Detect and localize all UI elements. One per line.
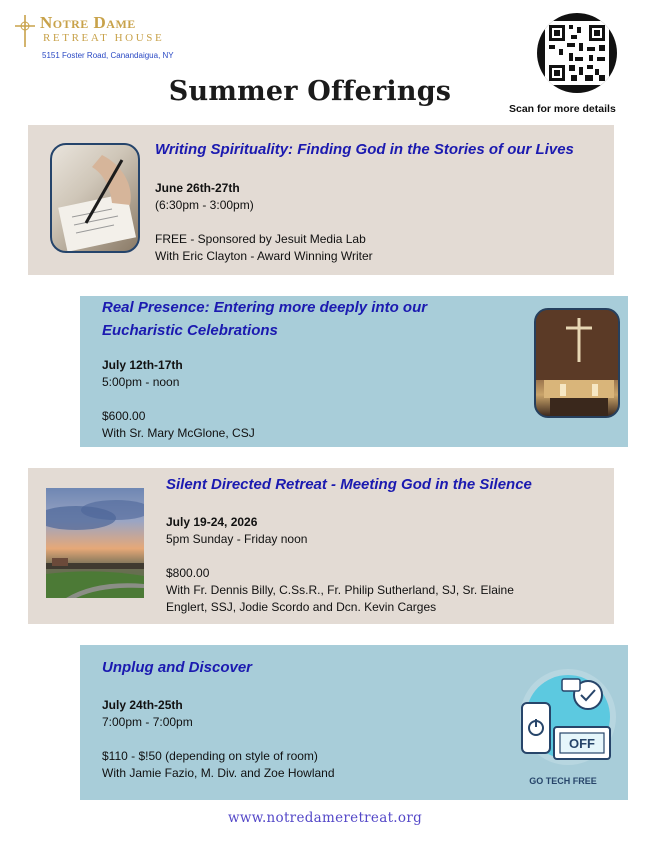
offering-card-unplug	[80, 645, 628, 800]
graphic-caption: GO TECH FREE	[529, 776, 597, 786]
offering-price: $600.00	[102, 409, 146, 423]
offering-date: July 19-24, 2026	[166, 515, 258, 529]
website-link[interactable]: www.notredameretreat.org	[227, 810, 423, 826]
offering-card-writing-spirituality	[28, 125, 614, 275]
offering-date: July 12th-17th	[102, 358, 183, 372]
offering-title-line-1: Real Presence: Entering more deeply into our	[102, 299, 428, 316]
address: 5151 Foster Road, Canandaigua, NY	[42, 51, 174, 60]
offering-title: Writing Spirituality: Finding God in the Stories of our Lives	[155, 141, 574, 158]
offering-price: $800.00	[166, 566, 210, 580]
offering-time: 5pm Sunday - Friday noon	[166, 532, 308, 546]
cross-icon	[14, 14, 36, 48]
offering-time: 7:00pm - 7:00pm	[102, 715, 193, 729]
offering-presenter: With Jamie Fazio, M. Div. and Zoe Howland	[102, 766, 335, 780]
offering-presenter: With Sr. Mary McGlone, CSJ	[102, 426, 255, 440]
offering-date: June 26th-27th	[155, 181, 240, 195]
offering-presenter-line-2: Englert, SSJ, Jodie Scordo and Dcn. Kevin Carges	[166, 600, 437, 614]
offering-title: Silent Directed Retreat - Meeting God in the Silence	[166, 476, 532, 493]
offering-card-silent-retreat	[28, 468, 614, 624]
writing-hand-photo	[50, 143, 140, 253]
offering-title: Unplug and Discover	[102, 659, 253, 676]
offering-presenter-line-1: With Fr. Dennis Billy, C.Ss.R., Fr. Philip Sutherland, SJ, Sr. Elaine	[166, 583, 514, 597]
offering-price: $110 - $!50 (depending on style of room)	[102, 749, 318, 763]
offering-date: July 24th-25th	[102, 698, 183, 712]
offering-price: FREE - Sponsored by Jesuit Media Lab	[155, 232, 366, 246]
offering-time: (6:30pm - 3:00pm)	[155, 198, 254, 212]
qr-caption: Scan for more details	[509, 103, 616, 115]
offering-card-real-presence	[80, 296, 628, 447]
go-tech-free-graphic	[500, 655, 630, 795]
graphic-off-label: OFF	[569, 736, 595, 751]
org-name: Notre Dame	[40, 13, 136, 32]
page-title: Summer Offerings	[168, 76, 452, 107]
org-subtitle: RETREAT HOUSE	[43, 32, 165, 44]
offering-title-line-2: Eucharistic Celebrations	[102, 322, 278, 339]
offering-presenter: With Eric Clayton - Award Winning Writer	[155, 249, 373, 263]
sunset-landscape-photo	[46, 488, 144, 598]
chapel-crucifix-photo	[534, 308, 620, 418]
offering-time: 5:00pm - noon	[102, 375, 180, 389]
logo	[14, 14, 164, 48]
